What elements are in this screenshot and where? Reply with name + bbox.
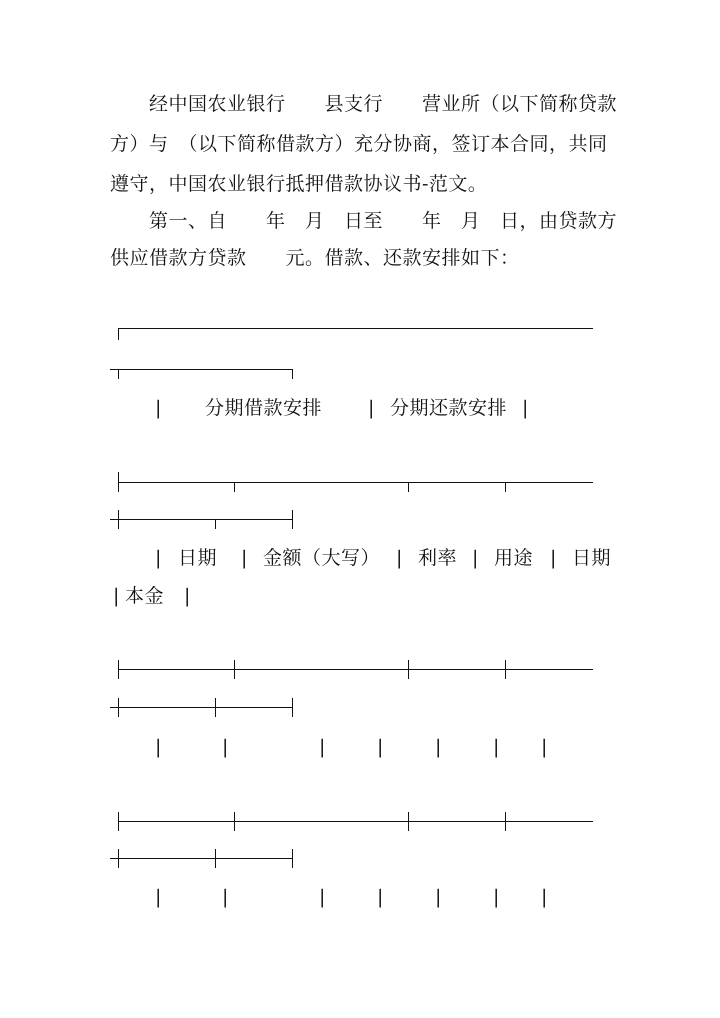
cell-divider: | bbox=[541, 886, 548, 908]
table-tick bbox=[118, 472, 119, 492]
table-tick bbox=[118, 812, 119, 831]
table-tick bbox=[505, 660, 506, 679]
column-header-purpose: 用途 bbox=[494, 547, 534, 569]
cell-divider: | bbox=[522, 397, 529, 419]
table-tick bbox=[118, 698, 119, 717]
column-header-date: 日期 bbox=[178, 547, 218, 569]
cell-divider: | bbox=[222, 736, 229, 758]
table-tick bbox=[118, 369, 119, 379]
table-rule bbox=[118, 328, 593, 329]
group-header-borrow: 分期借款安排 bbox=[205, 397, 323, 419]
cell-divider: | bbox=[472, 547, 479, 569]
table-tick bbox=[118, 849, 119, 868]
table-tick bbox=[408, 812, 409, 831]
cell-divider: | bbox=[541, 736, 548, 758]
cell-divider: | bbox=[435, 886, 442, 908]
table-tick bbox=[408, 482, 409, 492]
cell-divider: | bbox=[435, 736, 442, 758]
cell-divider: | bbox=[493, 886, 500, 908]
paragraph-line: 方）与 （以下简称借款方）充分协商，签订本合同，共同 bbox=[110, 133, 608, 155]
table-tick bbox=[215, 519, 216, 529]
cell-divider: | bbox=[319, 736, 326, 758]
cell-divider: | bbox=[155, 547, 162, 569]
paragraph-line: 第一、自 年 月 日至 年 月 日，由贷款方 bbox=[110, 210, 618, 232]
cell-divider: | bbox=[184, 585, 191, 607]
table-tick bbox=[118, 510, 119, 529]
table-tick bbox=[234, 482, 235, 492]
table-rule bbox=[110, 858, 293, 859]
cell-divider: | bbox=[377, 736, 384, 758]
cell-divider: | bbox=[222, 886, 229, 908]
table-rule bbox=[118, 482, 593, 483]
table-tick bbox=[292, 698, 293, 717]
table-tick bbox=[234, 812, 235, 831]
table-rule bbox=[118, 821, 593, 822]
table-tick bbox=[408, 660, 409, 679]
paragraph-line: 供应借款方贷款 元。借款、还款安排如下： bbox=[110, 247, 520, 269]
table-tick bbox=[215, 698, 216, 717]
cell-divider: | bbox=[155, 397, 162, 419]
table-rule bbox=[110, 369, 293, 370]
cell-divider: | bbox=[377, 886, 384, 908]
table-tick bbox=[505, 482, 506, 492]
cell-divider: | bbox=[241, 547, 248, 569]
column-header-amount: 金额（大写） bbox=[263, 547, 381, 569]
paragraph-line: 遵守，中国农业银行抵押借款协议书-范文。 bbox=[110, 173, 488, 195]
cell-divider: | bbox=[113, 585, 120, 607]
cell-divider: | bbox=[493, 736, 500, 758]
cell-divider: | bbox=[550, 547, 557, 569]
cell-divider: | bbox=[155, 736, 162, 758]
table-corner bbox=[118, 328, 119, 340]
column-header-principal: 本金 bbox=[125, 585, 165, 607]
table-tick bbox=[292, 849, 293, 868]
table-tick bbox=[292, 369, 293, 379]
column-header-repay-date: 日期 bbox=[572, 547, 612, 569]
paragraph-line: 经中国农业银行 县支行 营业所（以下简称贷款 bbox=[110, 93, 618, 115]
table-tick bbox=[505, 812, 506, 831]
table-tick bbox=[234, 660, 235, 679]
table-tick bbox=[292, 510, 293, 529]
group-header-repay: 分期还款安排 bbox=[390, 397, 508, 419]
cell-divider: | bbox=[396, 547, 403, 569]
table-tick bbox=[118, 660, 119, 679]
cell-divider: | bbox=[368, 397, 375, 419]
table-rule bbox=[118, 669, 593, 670]
column-header-rate: 利率 bbox=[418, 547, 458, 569]
table-rule bbox=[110, 519, 293, 520]
cell-divider: | bbox=[155, 886, 162, 908]
table-tick bbox=[215, 849, 216, 868]
table-rule bbox=[110, 707, 293, 708]
cell-divider: | bbox=[319, 886, 326, 908]
